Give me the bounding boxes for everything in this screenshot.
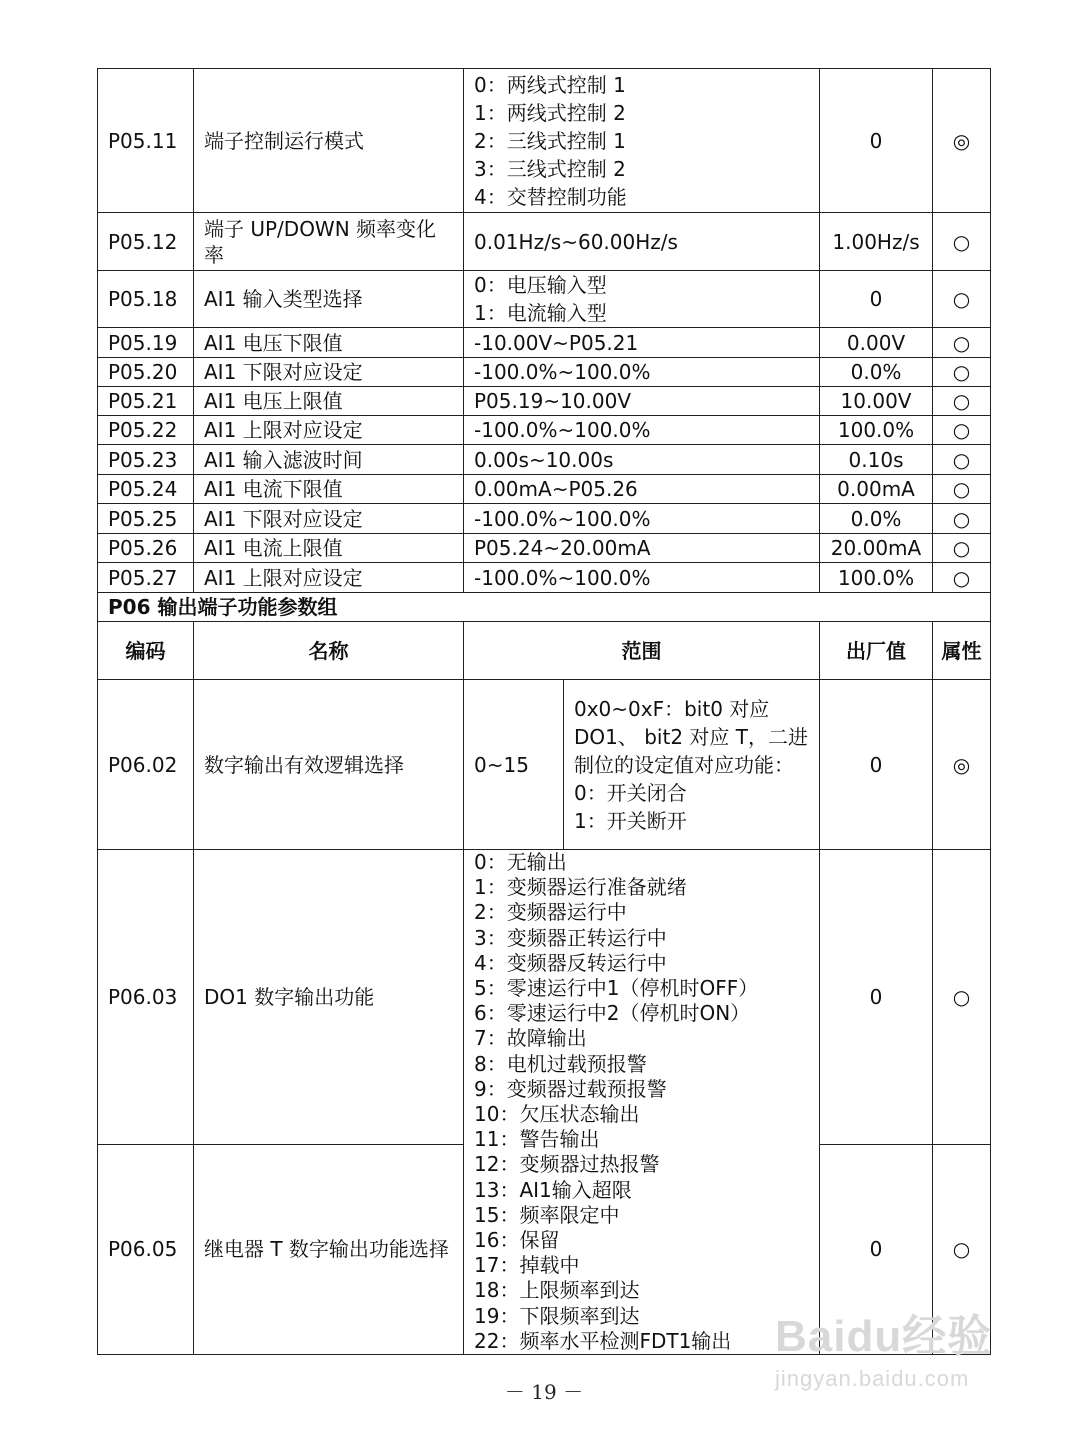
do-option: 8：电机过载预报警 (474, 1051, 647, 1076)
do-option: 22：频率水平检测FDT1输出 (474, 1328, 732, 1353)
row-p06-03 (98, 850, 991, 1145)
param-range (464, 475, 820, 504)
do-options-list (464, 850, 820, 1355)
param-attr: ○ (933, 445, 991, 475)
param-attr: ○ (933, 416, 991, 445)
param-code: P05.24 (98, 475, 194, 504)
param-default: 0.10s (820, 445, 933, 475)
param-code: P05.12 (98, 213, 194, 271)
param-range (464, 534, 820, 563)
range-line: 0.00s~10.00s (474, 447, 614, 472)
range-line: -100.0%~100.0% (474, 360, 651, 384)
param-name: AI1 输入滤波时间 (194, 445, 464, 475)
do-option: 3：变频器正转运行中 (474, 925, 667, 950)
row-p05-18 (98, 271, 991, 328)
param-code: P05.26 (98, 534, 194, 563)
param-default: 0 (820, 69, 933, 213)
param-attr: ○ (933, 475, 991, 504)
param-code: P05.18 (98, 271, 194, 328)
param-attr: ○ (933, 534, 991, 563)
param-default: 0 (820, 271, 933, 328)
page-number: － 19 － (504, 1380, 584, 1404)
range-line: -100.0%~100.0% (474, 506, 651, 531)
param-range (464, 504, 820, 534)
param-attr: ◎ (933, 680, 991, 850)
param-attr: ○ (933, 358, 991, 387)
range-line: 0：开关闭合 (574, 780, 687, 805)
param-range-right (564, 680, 820, 850)
watermark (775, 1300, 1035, 1400)
do-option: 19：下限频率到达 (474, 1303, 640, 1328)
range-line: 0x0~0xF：bit0 对应 DO1、 bit2 对应 T，二进制位的设定值对应功能： (574, 696, 808, 777)
param-attr: ○ (933, 563, 991, 593)
parameter-table (97, 68, 991, 1355)
param-range (464, 328, 820, 358)
range-line: 2：三线式控制 1 (474, 128, 626, 153)
param-name: AI1 电流下限值 (194, 475, 464, 504)
param-name: AI1 下限对应设定 (194, 358, 464, 387)
param-attr: ○ (933, 213, 991, 271)
param-name: 端子 UP/DOWN 频率变化率 (194, 213, 464, 271)
do-option: 2：变频器运行中 (474, 900, 627, 925)
param-default: 0.0% (820, 358, 933, 387)
do-option: 18：上限频率到达 (474, 1278, 640, 1303)
do-option: 1：变频器运行准备就绪 (474, 875, 687, 900)
param-range (464, 416, 820, 445)
do-option: 10：欠压状态输出 (474, 1102, 640, 1127)
row-p05-21 (98, 387, 991, 416)
param-default: 0.00V (820, 328, 933, 358)
range-line: -10.00V~P05.21 (474, 330, 639, 355)
param-name: AI1 电压上限值 (194, 387, 464, 416)
range-line: 1：两线式控制 2 (474, 100, 626, 125)
param-range (464, 358, 820, 387)
row-p05-23 (98, 445, 991, 475)
range-line: -100.0%~100.0% (474, 418, 651, 442)
param-code: P05.21 (98, 387, 194, 416)
do-option: 16：保留 (474, 1228, 560, 1253)
row-p05-24 (98, 475, 991, 504)
group-title-row (98, 593, 991, 622)
param-name: AI1 上限对应设定 (194, 416, 464, 445)
param-default: 0.0% (820, 504, 933, 534)
param-range (464, 271, 820, 328)
param-attr: ○ (933, 504, 991, 534)
param-default: 10.00V (820, 387, 933, 416)
param-attr: ○ (933, 1144, 991, 1354)
range-line: 0：两线式控制 1 (474, 72, 626, 97)
param-code: P05.27 (98, 563, 194, 593)
param-range (464, 69, 820, 213)
param-name: AI1 上限对应设定 (194, 563, 464, 593)
watermark-logo: Baidu经验 (775, 1312, 993, 1361)
watermark-site: jingyan.baidu.com (775, 1366, 970, 1391)
p05-rows (98, 69, 991, 593)
do-option: 13：AI1输入超限 (474, 1177, 632, 1202)
header-attr: 属性 (933, 622, 991, 680)
range-line: 4：交替控制功能 (474, 184, 627, 209)
range-line: 3：三线式控制 2 (474, 156, 626, 181)
param-code: P05.11 (98, 69, 194, 213)
row-p06-02 (98, 680, 991, 850)
do-option: 7：故障输出 (474, 1026, 587, 1051)
do-option: 0：无输出 (474, 850, 567, 874)
group-title: P06 输出端子功能参数组 (98, 593, 991, 622)
param-code: P05.25 (98, 504, 194, 534)
header-row (98, 622, 991, 680)
param-name: 继电器 T 数字输出功能选择 (194, 1144, 464, 1354)
param-name: DO1 数字输出功能 (194, 850, 464, 1145)
param-range (464, 213, 820, 271)
do-option: 11：警告输出 (474, 1127, 600, 1152)
header-default: 出厂值 (820, 622, 933, 680)
row-p05-11 (98, 69, 991, 213)
param-name: 端子控制运行模式 (194, 69, 464, 213)
param-default: 0 (820, 850, 933, 1145)
row-p05-12 (98, 213, 991, 271)
do-option: 17：掉载中 (474, 1253, 580, 1278)
range-line: 0：电压输入型 (474, 273, 607, 297)
param-default: 1.00Hz/s (820, 213, 933, 271)
do-option: 9：变频器过载预报警 (474, 1076, 667, 1101)
param-default: 20.00mA (820, 534, 933, 563)
param-name: 数字输出有效逻辑选择 (194, 680, 464, 850)
do-option: 5：零速运行中1（停机时OFF） (474, 976, 759, 1001)
param-attr: ◎ (933, 69, 991, 213)
header-code: 编码 (98, 622, 194, 680)
param-attr: ○ (933, 850, 991, 1145)
row-p05-22 (98, 416, 991, 445)
param-default: 100.0% (820, 563, 933, 593)
param-code: P05.23 (98, 445, 194, 475)
range-line: 0.01Hz/s~60.00Hz/s (474, 229, 678, 254)
row-p05-20 (98, 358, 991, 387)
param-name: AI1 下限对应设定 (194, 504, 464, 534)
do-option: 4：变频器反转运行中 (474, 950, 667, 975)
param-range (464, 563, 820, 593)
param-default: 0.00mA (820, 475, 933, 504)
param-name: AI1 输入类型选择 (194, 271, 464, 328)
row-p05-27 (98, 563, 991, 593)
range-line: -100.0%~100.0% (474, 565, 651, 590)
param-code: P06.02 (98, 680, 194, 850)
param-name: AI1 电流上限值 (194, 534, 464, 563)
header-range: 范围 (464, 622, 820, 680)
header-name: 名称 (194, 622, 464, 680)
range-line: 1：电流输入型 (474, 301, 607, 325)
row-p05-19 (98, 328, 991, 358)
param-code: P06.05 (98, 1144, 194, 1354)
param-code: P05.20 (98, 358, 194, 387)
row-p05-26 (98, 534, 991, 563)
param-default: 100.0% (820, 416, 933, 445)
param-code: P05.19 (98, 328, 194, 358)
param-default: 0 (820, 680, 933, 850)
do-option: 12：变频器过热报警 (474, 1152, 660, 1177)
param-code: P05.22 (98, 416, 194, 445)
do-option: 15：频率限定中 (474, 1202, 620, 1227)
param-attr: ○ (933, 271, 991, 328)
param-range (464, 445, 820, 475)
do-option: 6：零速运行中2（停机时ON） (474, 1001, 751, 1026)
row-p05-25 (98, 504, 991, 534)
param-name: AI1 电压下限值 (194, 328, 464, 358)
param-range-left: 0~15 (464, 680, 564, 850)
param-code: P06.03 (98, 850, 194, 1145)
param-attr: ○ (933, 387, 991, 416)
range-line: 0.00mA~P05.26 (474, 477, 638, 501)
param-default: 0 (820, 1144, 933, 1354)
range-line: P05.24~20.00mA (474, 536, 651, 560)
param-range (464, 387, 820, 416)
param-attr: ○ (933, 328, 991, 358)
range-line: P05.19~10.00V (474, 389, 632, 413)
range-line: 1：开关断开 (574, 808, 687, 833)
